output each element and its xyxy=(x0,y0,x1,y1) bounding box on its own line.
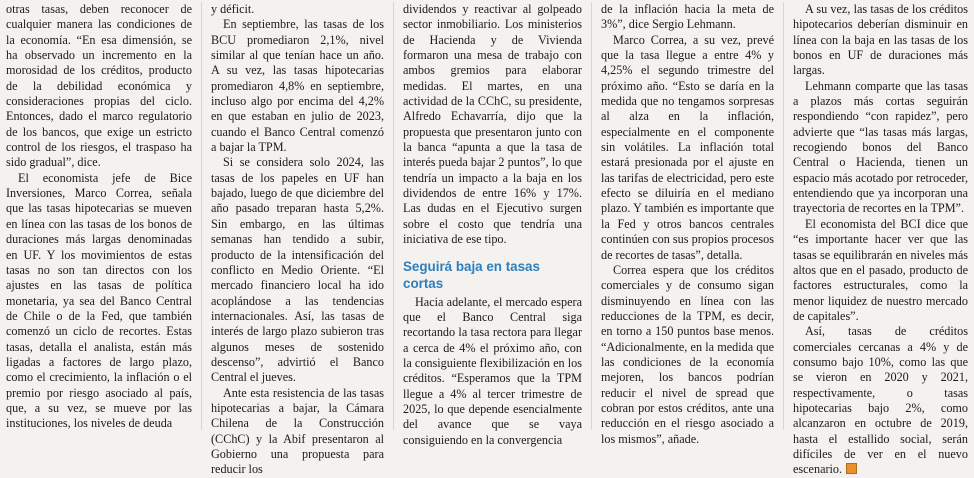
article-column-4 xyxy=(592,2,784,446)
paragraph: Ante esta resistencia de las tasas hipotecarias a bajar, la Cámara Chilena de la Construcción (CChC) y la Abif presentaron al Gobierno una propuesta para reducir los xyxy=(211,385,384,477)
final-paragraph-text: Así, tasas de créditos comerciales cercanas a 4% y de consumo bajo 10%, como las que se vieron en 2020 y 2021, respectivamente, o tasas hipotecarias bajo 2%, como alcanzaron en octubre de 2019, hasta el estallido social, serán difíciles de ver en el nuevo escenario. xyxy=(793,324,968,477)
paragraph: A su vez, las tasas de los créditos hipotecarios deberían disminuir en línea con la baja en las tasas de los bonos en UF de duraciones más largas. xyxy=(793,2,968,78)
paragraph: Hacia adelante, el mercado espera que el Banco Central siga recortando la tasa rectora para llegar a cerca de 4% el próximo año, con la consiguiente flexibilización en los créditos. “Esperamos que la TPM llegue a 4% al tercer trimestre de 2025, lo que depende esencialmente del avance que se vaya consiguiendo en la convergencia xyxy=(403,294,582,447)
paragraph: de la inflación hacia la meta de 3%”, dice Sergio Lehmann. xyxy=(601,2,774,32)
paragraph: otras tasas, deben reconocer de cualquier manera las condiciones de la economía. “En esa dimensión, se ha observado un incremento en la morosidad de los créditos, producto de la debilidad económica y consideraciones propias del ciclo. Entonces, dado el marco regulatorio de los bancos, que exige un estricto control de los riesgos, el traspaso ha sido gradual”, dice. xyxy=(6,2,192,170)
article-column-5 xyxy=(784,2,968,477)
paragraph: En septiembre, las tasas de los BCU promediaron 2,1%, nivel similar al que tenían hace un año. A su vez, las tasas hipotecarias promediaron 4,8% en septiembre, incluso algo por encima del 4,2% en que estaban en julio de 2023, cuando el Banco Central comenzó a bajar la TPM. xyxy=(211,17,384,155)
article-column-3 xyxy=(394,2,592,447)
paragraph: El economista jefe de Bice Inversiones, Marco Correa, señala que las tasas hipotecarias se mueven en línea con las tasas de los bonos de duraciones más largas denominadas en UF. Y los movimientos de estas tasas no son tan directos con los ajustes en las tasas de política monetaria, ya sea del Banco Central de Chile o de la Fed, que también comenzó un ciclo de recortes. Estas tasas, detalla el analista, están más ligadas a factores de largo plazo, como el crecimiento, la inflación o el premio por riesgo asociado al país, que, a su vez, se mueve por las instituciones, los niveles de deuda xyxy=(6,170,192,431)
article-column-1 xyxy=(6,2,202,430)
paragraph: y déficit. xyxy=(211,2,255,16)
paragraph: Correa espera que los créditos comerciales y de consumo sigan disminuyendo en línea con las reducciones de la TPM, es decir, en torno a 150 puntos base menos. “Adicionalmente, en la medida que las condiciones de la economía mejoren, los bancos podrían reducir el nivel de spread que cobran por estos créditos, ante una reducción en el riesgo asociado a los mismos”, añade. xyxy=(601,262,774,446)
paragraph xyxy=(793,324,968,477)
paragraph: dividendos y reactivar al golpeado sector inmobiliario. Los ministerios de Hacienda y de Vivienda formaron una mesa de trabajo con ambos gremios para elaborar medidas. El martes, en una actividad de la CChC, su presidente, Alfredo Echavarría, dijo que la propuesta que presentaron junto con la banca “apunta a que la tasa de interés pueda bajar 2 puntos”, lo que tendría un impacto a la baja en los dividendos de entre 16% y 17%. Las dudas en el Ejecutivo surgen sobre el costo que tendría una iniciativa de ese tipo. xyxy=(403,2,582,247)
paragraph: Lehmann comparte que las tasas a plazos más cortas seguirán respondiendo “con rapidez”, pero advierte que “las tasas más largas, recogiendo bonos del Banco Central o Hacienda, tienen un espacio más acotado por retroceder, entendiendo que ya incorporan una trayectoria de recortes en la TPM”. xyxy=(793,78,968,216)
end-of-article-icon xyxy=(846,463,857,474)
section-subheading: Seguirá baja en tasas cortas xyxy=(403,258,540,291)
paragraph: Marco Correa, a su vez, prevé que la tasa llegue a entre 4% y 4,25% el segundo trimestre del próximo año. “Esto se daría en la medida que no tengamos sorpresas al alza en la inflación, especialmente en el componente sin volátiles. La inflación total estará presionada por el ajuste en las tarifas de electricidad, pero este efecto se diluiría en el mediano plazo. Y también es importante que la Fed y otros bancos centrales continúen con sus propios procesos de recortes de tasas”, detalla. xyxy=(601,32,774,262)
article-column-2 xyxy=(202,2,394,477)
paragraph: El economista del BCI dice que “es importante hacer ver que las tasas se equilibrarán en niveles más altos que en el pasado, producto de factores estructurales, como la menor liquidez de nuestro mercado de capitales”. xyxy=(793,216,968,323)
paragraph: Si se considera solo 2024, las tasas de los papeles en UF han bajado, luego de que diciembre del año pasado treparan hasta 5,2%. Sin embargo, en las últimas semanas han tendido a subir, producto de la intensificación del conflicto en Medio Oriente. “El mercado financiero local ha ido acoplándose a las tendencias internacionales. Así, las tasas de interés de largo plazo subieron tras algunos meses de sostenido descenso”, advirtió el Banco Central el jueves. xyxy=(211,155,384,385)
